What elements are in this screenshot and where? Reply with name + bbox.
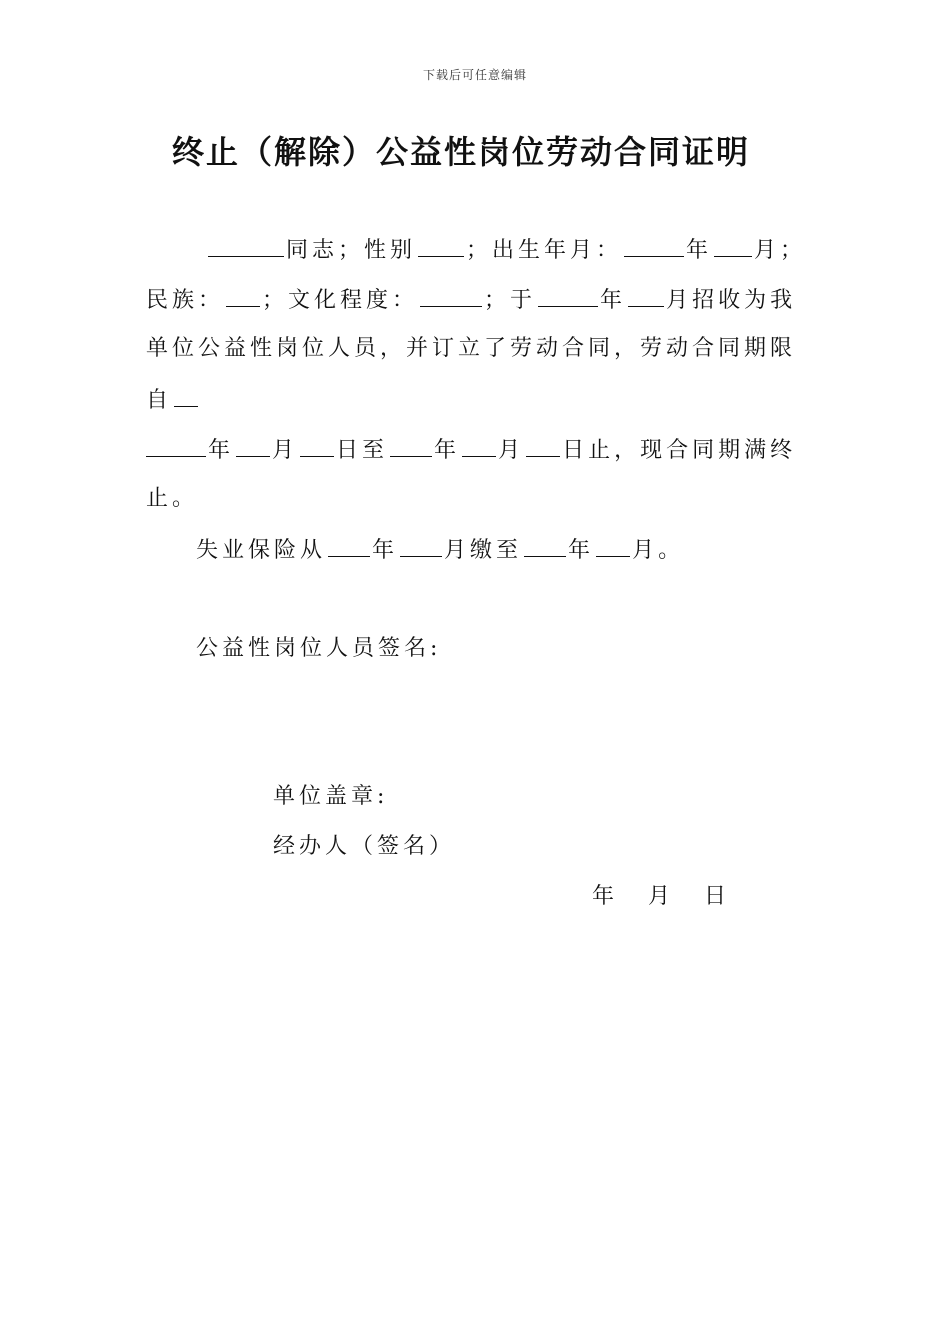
ins-end-month-blank xyxy=(596,534,630,557)
line-4 xyxy=(146,384,806,416)
text-year: 年 xyxy=(208,438,235,463)
start-month-blank xyxy=(236,434,270,457)
end-month-blank xyxy=(462,434,496,457)
birth-year-blank xyxy=(624,234,684,257)
from-blank xyxy=(174,384,198,407)
text-month: 月 xyxy=(272,438,299,463)
start-year-blank xyxy=(146,434,206,457)
text-paid-to: 月缴至 xyxy=(444,538,523,563)
text-insurance: 失业保险从 xyxy=(196,538,327,563)
line-6: 止。 xyxy=(146,486,199,511)
text-birth: ；出生年月： xyxy=(466,238,623,263)
birth-month-blank xyxy=(714,234,752,257)
text-at: ；于 xyxy=(484,288,537,313)
line-2 xyxy=(146,284,806,316)
page-header-note: 下载后可任意编辑 xyxy=(422,68,527,82)
gender-blank xyxy=(418,234,464,257)
date-year: 年 xyxy=(592,884,619,909)
text-comrade-gender: 同志；性别 xyxy=(286,238,417,263)
text-ethnicity: 民族： xyxy=(146,288,225,313)
text-education: ；文化程度： xyxy=(262,288,419,313)
text-day-end: 日止，现合同期满终 xyxy=(562,438,797,463)
document-title: 终止（解除）公益性岗位劳动合同证明 xyxy=(171,133,750,171)
text-year: 年 xyxy=(600,288,627,313)
text-year: 年 xyxy=(434,438,461,463)
ins-start-month-blank xyxy=(400,534,442,557)
staff-signature-label: 公益性岗位人员签名: xyxy=(196,636,442,661)
date-month: 月 xyxy=(648,884,675,909)
name-blank xyxy=(208,234,284,257)
handler-signature-label: 经办人（签名） xyxy=(273,834,456,859)
text-year: 年 xyxy=(686,238,713,263)
text-month: 月 xyxy=(498,438,525,463)
line-3: 单位公益性岗位人员，并订立了劳动合同，劳动合同期限 xyxy=(146,336,797,361)
ethnicity-blank xyxy=(226,284,260,307)
ins-end-year-blank xyxy=(524,534,566,557)
text-day-to: 日至 xyxy=(336,438,389,463)
date-day: 日 xyxy=(704,884,731,909)
start-day-blank xyxy=(300,434,334,457)
line-7 xyxy=(196,534,856,566)
text-month: 月； xyxy=(754,238,807,263)
hire-year-blank xyxy=(538,284,598,307)
end-day-blank xyxy=(526,434,560,457)
line-5 xyxy=(146,434,806,466)
unit-stamp-label: 单位盖章: xyxy=(273,784,389,809)
text-year: 年 xyxy=(568,538,595,563)
text-from: 自 xyxy=(146,388,173,413)
text-hired: 月招收为我 xyxy=(666,288,797,313)
ins-start-year-blank xyxy=(328,534,370,557)
signature-date xyxy=(592,882,760,912)
line-1 xyxy=(146,234,806,266)
text-year: 年 xyxy=(372,538,399,563)
education-blank xyxy=(420,284,482,307)
text-month-end: 月。 xyxy=(632,538,685,563)
end-year-blank xyxy=(390,434,432,457)
hire-month-blank xyxy=(628,284,664,307)
